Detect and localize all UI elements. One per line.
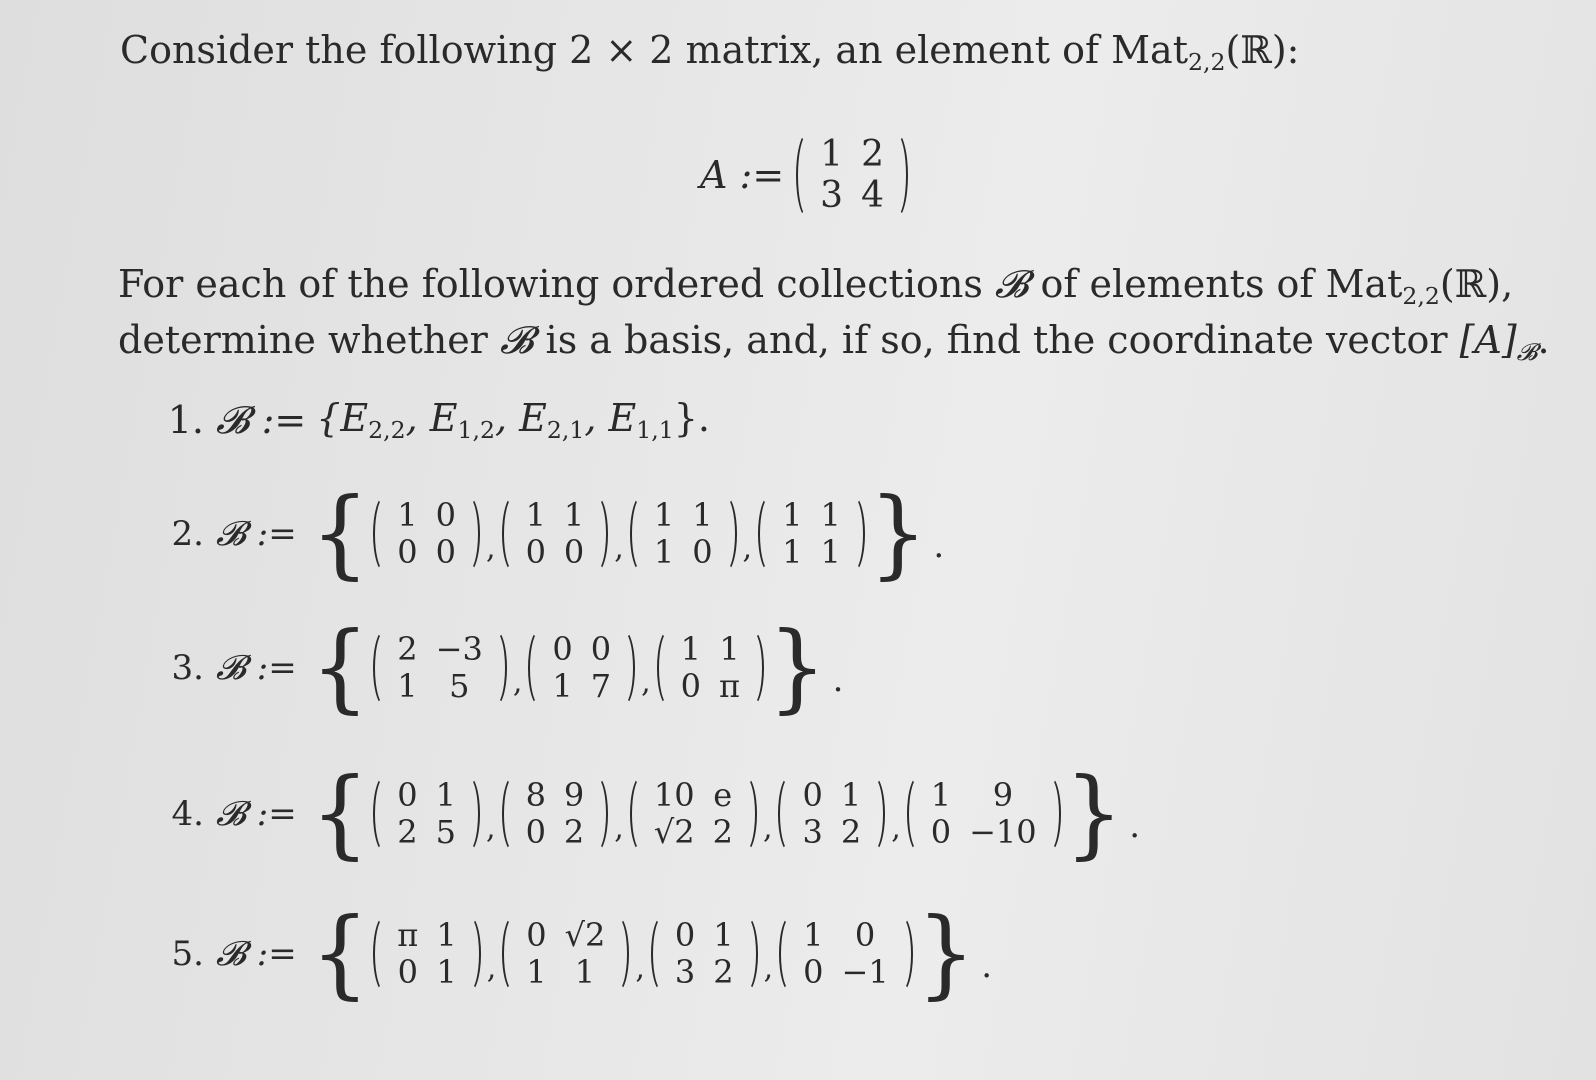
matrix-cell: 0 (525, 813, 546, 851)
matrix-cell: 1 (820, 134, 844, 175)
basis-set (307, 897, 993, 1010)
matrix-cell: 1 (692, 496, 713, 535)
separator: , E (494, 396, 547, 440)
matrix-cell: 1 (782, 533, 803, 571)
basis-matrix (657, 629, 764, 707)
index: 1,2 (457, 416, 495, 445)
comma: , (486, 811, 496, 846)
matrix-cell: 5 (435, 813, 457, 851)
matrix-cell: π (719, 667, 741, 705)
comma: , (512, 665, 523, 700)
matrix-cell: 0 (674, 916, 696, 955)
list-item (160, 477, 945, 590)
coordinate-vector: [A] (1459, 318, 1517, 362)
comma: , (614, 531, 624, 566)
basis-matrix (630, 495, 737, 573)
matrix-cell: 0 (680, 667, 701, 705)
basis-definition: 𝓑 := (216, 794, 297, 834)
instructions-text: is a basis, and, if so, find the coordinate vector (533, 318, 1460, 362)
matrix-cell: 1 (680, 630, 701, 669)
matrix-cell: 9 (563, 776, 585, 815)
item-number: 1. (167, 398, 204, 443)
matrix-cell: 0 (692, 533, 713, 571)
matrix-cell: −3 (435, 630, 483, 669)
field-symbol: (ℝ), (1439, 262, 1514, 306)
basis-matrix (502, 495, 609, 573)
matrix-cell: 0 (435, 533, 457, 571)
basis-matrix (373, 495, 480, 573)
matrix-cell: 2 (840, 813, 862, 851)
matrix-cell: 1 (436, 916, 457, 955)
matrix-cell: 0 (563, 533, 585, 571)
mat-symbol: Mat (1325, 262, 1403, 306)
basis-definition: 𝓑 := (216, 397, 307, 442)
comma: , (763, 951, 774, 986)
matrix-cell: 1 (563, 496, 585, 535)
basis-matrix (373, 775, 480, 853)
intro-line (120, 28, 1299, 76)
index: 2,1 (546, 416, 585, 445)
separator: , E (584, 396, 637, 440)
matrix-cell: 1 (436, 953, 457, 991)
basis-matrix (779, 915, 913, 993)
instructions-text: For each of the following ordered collections (118, 262, 995, 306)
basis-matrix (907, 775, 1061, 853)
basis-matrix (758, 495, 865, 573)
comma: , (486, 951, 497, 986)
matrix-cell: 0 (803, 953, 824, 991)
matrix-cell: −10 (969, 813, 1037, 851)
basis-definition: 𝓑 := (216, 934, 297, 974)
instructions-text: determine whether (118, 318, 500, 362)
matrix-cell: 1 (820, 533, 841, 571)
matrix-cell: 1 (653, 496, 675, 535)
item-number: 2. (171, 514, 204, 554)
comma: , (641, 665, 651, 700)
left-brace: { (310, 757, 370, 870)
matrix-cell: 0 (590, 630, 612, 669)
matrix-cell: √2 (653, 813, 695, 851)
right-brace: } (768, 611, 827, 724)
matrix-cell: 3 (674, 953, 696, 991)
comma: , (614, 811, 624, 846)
matrix-cell: 2 (712, 813, 733, 851)
basis-matrix (502, 775, 609, 853)
basis-matrix (630, 775, 757, 853)
instructions-line-1 (118, 262, 1513, 310)
set-open: {E (316, 396, 369, 440)
period: . (1537, 318, 1550, 362)
left-brace: { (310, 477, 370, 590)
right-brace: } (916, 897, 976, 1010)
matrix-a (796, 132, 908, 219)
matrix-cell: 2 (861, 134, 884, 175)
matrix-cell: 1 (435, 776, 457, 815)
period: . (1129, 806, 1140, 846)
left-brace: { (310, 611, 370, 724)
comma: , (891, 811, 901, 846)
list-item (160, 396, 710, 444)
basis-matrix (651, 915, 758, 993)
matrix-cell: 0 (397, 533, 418, 571)
instructions-line-2 (118, 318, 1550, 366)
matrix-cell: 1 (930, 776, 952, 815)
field-symbol: (ℝ): (1225, 28, 1300, 72)
comma: , (635, 951, 645, 986)
matrix-cell: 0 (552, 630, 573, 669)
matrix-cell: 2 (713, 953, 734, 991)
mat-subscript: 2,2 (1402, 282, 1440, 311)
basis-matrix (373, 915, 480, 993)
matrix-a-definition (700, 132, 908, 219)
matrix-cell: 1 (840, 776, 862, 815)
separator: , E (405, 396, 458, 440)
matrix-cell: 1 (820, 496, 841, 535)
matrix-cell: 0 (854, 916, 876, 955)
basis-definition: 𝓑 := (216, 514, 297, 554)
matrix-cell: 0 (525, 533, 546, 571)
matrix-cell: √2 (564, 916, 606, 955)
matrix-cell: 1 (719, 630, 740, 669)
list-item (160, 897, 993, 1010)
matrix-cell: 7 (590, 667, 612, 705)
basis-set-1 (316, 396, 710, 444)
matrix-cell: 0 (526, 916, 547, 955)
matrix-cell: 2 (397, 813, 418, 851)
right-brace: } (868, 477, 928, 590)
right-brace: } (1064, 757, 1124, 870)
index: 2,2 (368, 416, 406, 445)
comma: , (762, 811, 773, 846)
matrix-cell: 3 (802, 813, 823, 851)
item-number: 5. (171, 934, 204, 974)
matrix-cell: 1 (526, 953, 547, 991)
matrix-cell: 1 (552, 667, 573, 705)
matrix-cell: e (713, 776, 733, 815)
instructions-text: of elements of (1028, 262, 1326, 306)
matrix-cell: 8 (525, 776, 546, 815)
basis-set (307, 477, 945, 590)
matrix-cell: 4 (861, 175, 884, 217)
matrix-a-label: A := (700, 153, 785, 198)
comma: , (742, 531, 753, 566)
basis-set (307, 611, 844, 724)
set-close: }. (673, 396, 710, 440)
matrix-cell: 2 (397, 630, 418, 669)
item-number: 3. (171, 648, 204, 688)
matrix-cell: 10 (653, 776, 695, 815)
matrix-cell: 1 (397, 496, 418, 535)
matrix-cell: 0 (930, 813, 952, 851)
matrix-cell: 9 (992, 776, 1014, 815)
matrix-cell: 1 (525, 496, 546, 535)
matrix-cell: 1 (653, 533, 675, 571)
basis-set (307, 757, 1140, 870)
period: . (933, 526, 945, 566)
item-number: 4. (171, 794, 204, 834)
period: . (832, 660, 844, 700)
matrix-cell: 1 (713, 916, 734, 955)
matrix-cell: 3 (820, 175, 844, 217)
basis-matrix (373, 629, 507, 707)
mat-symbol: Mat (1111, 28, 1188, 72)
basis-matrix (502, 915, 629, 993)
matrix-cell: 5 (449, 667, 470, 705)
matrix-cell: 1 (803, 916, 824, 955)
period: . (981, 946, 993, 986)
coordinate-subscript: 𝓑 (1516, 338, 1538, 367)
basis-symbol: 𝓑 (994, 262, 1029, 306)
list-item (160, 757, 1140, 870)
left-brace: { (310, 897, 370, 1010)
matrix-cell: 1 (574, 953, 596, 991)
basis-matrix (528, 629, 635, 707)
basis-definition: 𝓑 := (216, 648, 297, 688)
matrix-cell: 1 (782, 496, 803, 535)
mat-subscript: 2,2 (1187, 48, 1226, 77)
matrix-cell: 0 (802, 776, 823, 815)
comma: , (486, 531, 496, 566)
matrix-cell: 0 (435, 496, 457, 535)
intro-text: Consider the following 2 × 2 matrix, an element of (120, 28, 1112, 72)
list-item (160, 611, 844, 724)
matrix-cell: 1 (397, 667, 418, 705)
matrix-cell: −1 (841, 953, 889, 991)
basis-symbol: 𝓑 (499, 318, 534, 362)
matrix-cell: 0 (397, 953, 418, 991)
matrix-cell: 2 (563, 813, 585, 851)
index: 1,1 (636, 416, 674, 445)
matrix-cell: π (397, 916, 419, 955)
matrix-cell: 0 (397, 776, 418, 815)
basis-matrix (778, 775, 885, 853)
